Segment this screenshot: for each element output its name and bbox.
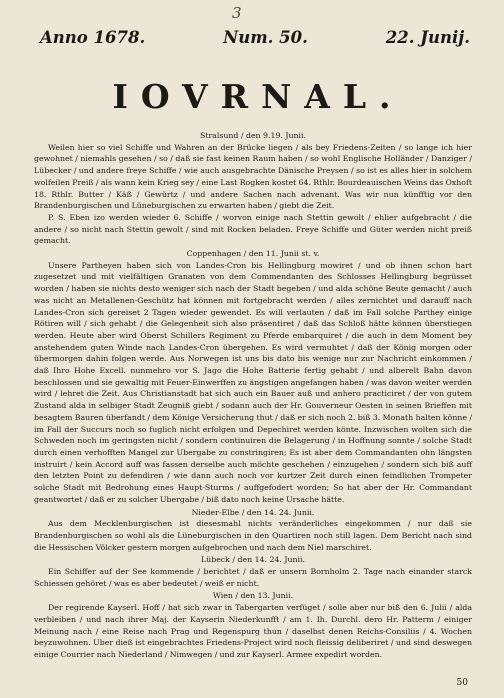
journal-title: IOVRNAL. <box>112 77 404 116</box>
paragraph: Unsere Partheyen haben sich von Landes-Cron bis Hellingburg mowiret / und ob ihnen schon hart zugesetzet und mit vielfältigen Granaten von dem Commendanten des Schlosses Hellingburg begrüsset worden / haben sie nichts desto weniger sich nach der Stadt begeben / und alda schöne Beute gemacht / auch was nicht an Metallenen-Geschütz hat können mit fortgebracht werden / alles zernichtet und darauff nach Landes-Cron sich gereiset 2 Tagen wieder gewendet. Es will verlauten / daß im Fall solche Parthey einige Rötiren will / sich gehabt / die Gelegenheit sich also präsentiret / daß das Schloß hätte können überstiegen werden. Heute aber wird Oberst Schillers Regiment zu Pferde embarquiret / die auch in dem Moment bey anstehendem guten Winde nach Landes-Cron übergehen. Es wird vermuhtet / daß der König morgen oder übermorgen dahin folgen werde. Aus Norwegen ist uns bis dato bis wenige nur zur Nachricht einkommen / daß Ihro Hohe Excell. nunmehro vor S. Jago die Hohe Batterie fertig gehabt / und alberelt Bahn davon beschlossen und sie gewaltig mit Feuer-Einwerffen zu ängstigen angefangen haben / was davon weiter werden wird / lehret die Zeit. Aus Christianstadt hat sich auch ein Bauer auß und anhero practiciret / der von gutem Zustand alda in selbiger Stadt Zeugniß giebt / sodann auch der Hr. Gouverneur Oesten in seinen Brieffen mit besagtem Bauren überfandt / dem Könige Versicherung thut / daß er sich noch 2. biß 3. Monath halten könne / im Fall der Succurs noch so fuglich nicht erfolgen und Depechiret werden könte. Inzwischen wolten sich die Schweden noch im geringsten nicht / sondern continuiren die Belagerung / in Hoffnung sonnte / solche Stadt durch einen verhofften Mangel zur Ubergabe zu constringiren; Es ist aber dem Commandanten ohn längsten instruirt / kein Accord auff was fassen derselbe auch möchte geschehen / einzugehen / sondern sich biß auff den letzten Point zu defendiren / wie dann auch noch vor kurtzer Zeit durch einen feindlichen Trompeter solche Stadt mit Bedrohung eines Haupt-Sturms / auffgefodert worden; So hat aber der Hr. Commandant geantwortet / daß er zu solcher Ubergabe / biß dato noch keine Ursache hätte. <box>34 260 472 504</box>
dateline: Nieder-Elbe / den 14. 24. Junii. <box>191 507 315 517</box>
issue-date: 22. Junij. <box>385 28 470 47</box>
paragraph: Weilen hier so viel Schiffe und Wahren an der Brücke liegen / als bey Friedens-Zeiten / so lange ich hier gewohnet / niemahls gesehen / so / daß sie fast keinen Raum haben / so wohl Englische Holländer / Danziger / Lübecker / und andere freye Schiffe / wie auch ausgebrachte Dänische Preysen / so ist es alles hier in solchem wolfeilen Preiß / als wann kein Krieg sey / eine Last Rogken kostet 64. Rthlr. Bourdeauischen Weins das Oxhoft 18. Rthlr. Butter / Käß / Gewürtz / und andere Sachen nach advenant. Was wir nun künfftig vor den Brandenburgischen und Lüneburgischen zu erwarten haben / giebt die Zeit. <box>34 142 472 211</box>
paragraph: Der regirende Kayserl. Hoff / hat sich zwar in Tabergarten verfüget / solle aber nur biß den 6. Julii / alda verbleiben / und nach ihrer Maj. der Kayserin Niederkunfft / am 1. Ih. Durchl. dero Hr. Patterm / einiger Meinung nach / eine Reise nach Prag und Regenspurg thun / daselbst denen Reichs-Consiliis / 4. Wochen beyzuwohnen. Uber dieß ist eingebrachtes Friedens-Project wird noch fleissig deliberiret / und sind deswegen einige Courrier nach Niederland / Nimwegen / und zur Kayserl. Armee expedirt worden. <box>34 603 472 659</box>
news-section <box>34 554 472 589</box>
issue-number: Num. 50. <box>223 28 308 47</box>
masthead <box>34 28 472 47</box>
news-section <box>34 590 472 660</box>
dateline: Stralsund / den 9.19. Junii. <box>199 131 307 140</box>
paragraph: P. S. Eben izo werden wieder 6. Schiffe / worvon einige nach Stettin gewolt / ehlier aufgebracht / die andere / so nicht nach Stettin gewolt / sind mit Rocken beladen. Freye Schiffe und Güter werden nicht preiß gemacht. <box>34 212 472 246</box>
article-body <box>34 130 472 661</box>
issue-year: Anno 1678. <box>40 28 146 47</box>
paragraph: Aus dem Mecklenburgischen ist diesesmahl nichts veränderliches eingekommen / nur daß sie Brandenburgischen so wohl als die Lüneburgischen in den Quartiren noch still lagen. Dem Bericht nach sind die Hessischen Völcker gestern morgen aufgebrochen und nach dem Niel marschiret. <box>34 519 472 552</box>
news-section <box>34 248 472 505</box>
news-section <box>34 507 472 554</box>
handwritten-mark: 3 <box>232 4 242 22</box>
page-number: 50 <box>456 678 468 688</box>
news-section <box>34 130 472 247</box>
paragraph: Ein Schiffer auf der See kommende / berichtet / daß er unsern Bornholm 2. Tage nach einander starck Schiessen gehöret / was es aber bedeutet / weiß er nicht. <box>34 567 472 588</box>
dateline: Coppenhagen / den 11. Junii st. v. <box>186 249 320 259</box>
dateline: Wien / den 13. Junii. <box>212 591 294 601</box>
dateline: Lübeck / den 14. 24. Junii. <box>201 555 305 565</box>
